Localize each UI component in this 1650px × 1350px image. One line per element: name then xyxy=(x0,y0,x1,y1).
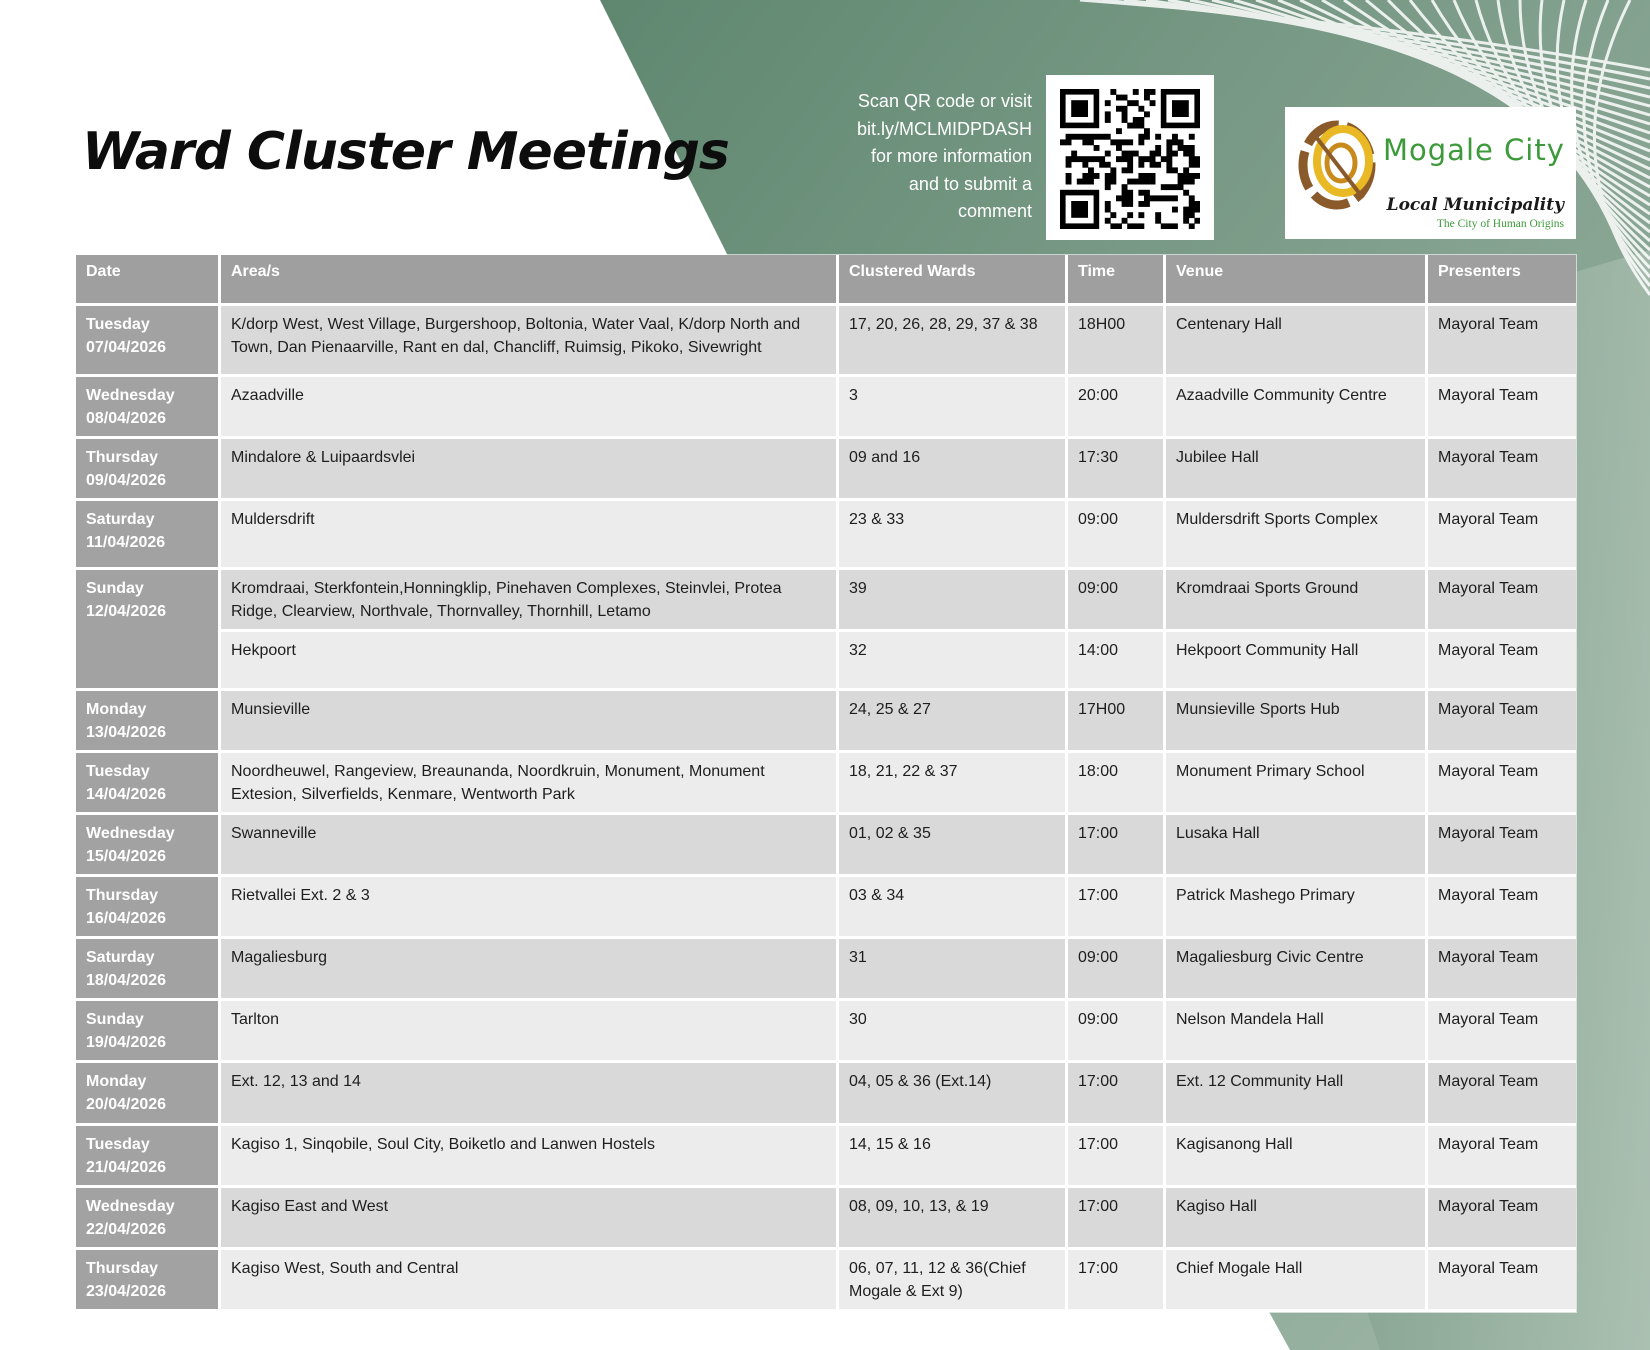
cell-venue: Monument Primary School xyxy=(1166,753,1428,815)
table-row xyxy=(76,1001,1576,1063)
meeting-date: 21/04/2026 xyxy=(86,1159,167,1176)
cell-wards: 31 xyxy=(839,939,1068,1001)
cell-areas: Hekpoort xyxy=(221,632,839,691)
cell-venue: Nelson Mandela Hall xyxy=(1166,1001,1428,1063)
cell-wards: 30 xyxy=(839,1001,1068,1063)
qr-code-icon xyxy=(1060,89,1200,229)
cell-wards: 01, 02 & 35 xyxy=(839,815,1068,877)
cell-date xyxy=(76,691,221,753)
emblem-icon xyxy=(1293,113,1385,213)
table-row xyxy=(76,1250,1576,1312)
meeting-date: 13/04/2026 xyxy=(86,724,167,741)
cell-areas: Mindalore & Luipaardsvlei xyxy=(221,439,839,501)
cell-presenters: Mayoral Team xyxy=(1428,1001,1576,1063)
cell-time: 17:00 xyxy=(1068,1188,1166,1250)
cell-areas: Kagiso 1, Sinqobile, Soul City, Boiketlo and Lanwen Hostels xyxy=(221,1126,839,1188)
weekday: Tuesday xyxy=(86,763,150,780)
header-presenters: Presenters xyxy=(1428,255,1576,306)
header-date: Date xyxy=(76,255,221,306)
cell-presenters: Mayoral Team xyxy=(1428,439,1576,501)
cell-wards: 06, 07, 11, 12 & 36(Chief Mogale & Ext 9) xyxy=(839,1250,1068,1312)
table-row xyxy=(76,1063,1576,1126)
table-row xyxy=(76,501,1576,570)
cell-presenters: Mayoral Team xyxy=(1428,306,1576,377)
cell-wards: 04, 05 & 36 (Ext.14) xyxy=(839,1063,1068,1126)
weekday: Saturday xyxy=(86,949,155,966)
meeting-date: 07/04/2026 xyxy=(86,339,167,356)
cell-time: 09:00 xyxy=(1068,501,1166,570)
weekday: Thursday xyxy=(86,449,159,466)
cell-date xyxy=(76,1250,221,1312)
logo-subtitle: Local Municipality xyxy=(1386,195,1564,215)
cell-date xyxy=(76,1188,221,1250)
cell-presenters: Mayoral Team xyxy=(1428,1126,1576,1188)
cell-presenters: Mayoral Team xyxy=(1428,570,1576,632)
meeting-date: 20/04/2026 xyxy=(86,1096,167,1113)
cell-presenters: Mayoral Team xyxy=(1428,691,1576,753)
cell-areas: Muldersdrift xyxy=(221,501,839,570)
table-row xyxy=(76,1126,1576,1188)
logo-tagline: The City of Human Origins xyxy=(1436,218,1564,230)
cell-date xyxy=(76,1001,221,1063)
weekday: Monday xyxy=(86,701,147,718)
table-row xyxy=(76,632,1576,691)
cell-venue: Kagisanong Hall xyxy=(1166,1126,1428,1188)
qr-line: and to submit a xyxy=(908,173,1032,194)
weekday: Sunday xyxy=(86,1011,144,1028)
cell-venue: Ext. 12 Community Hall xyxy=(1166,1063,1428,1126)
cell-venue: Centenary Hall xyxy=(1166,306,1428,377)
cell-wards: 24, 25 & 27 xyxy=(839,691,1068,753)
cell-time: 18H00 xyxy=(1068,306,1166,377)
table-row xyxy=(76,377,1576,439)
table-row xyxy=(76,570,1576,632)
weekday: Thursday xyxy=(86,1260,159,1277)
cell-time: 17:00 xyxy=(1068,815,1166,877)
cell-areas: Magaliesburg xyxy=(221,939,839,1001)
cell-areas: Kromdraai, Sterkfontein,Honningklip, Pinehaven Complexes, Steinvlei, Protea Ridge, Clearview, Northvale, Thornvalley, Thornhill, Letamo xyxy=(221,570,839,632)
weekday: Monday xyxy=(86,1073,147,1090)
cell-wards: 03 & 34 xyxy=(839,877,1068,939)
cell-date xyxy=(76,439,221,501)
cell-venue: Kromdraai Sports Ground xyxy=(1166,570,1428,632)
cell-presenters: Mayoral Team xyxy=(1428,877,1576,939)
qr-line: Scan QR code or visit xyxy=(857,91,1032,111)
table-row xyxy=(76,753,1576,815)
table-row xyxy=(76,306,1576,377)
cell-presenters: Mayoral Team xyxy=(1428,815,1576,877)
municipality-logo xyxy=(1285,107,1576,239)
cell-areas: Swanneville xyxy=(221,815,839,877)
cell-presenters: Mayoral Team xyxy=(1428,501,1576,570)
meeting-date: 15/04/2026 xyxy=(86,848,167,865)
cell-wards: 08, 09, 10, 13, & 19 xyxy=(839,1188,1068,1250)
meetings-table xyxy=(76,255,1576,1312)
header-venue: Venue xyxy=(1166,255,1428,306)
cell-areas: K/dorp West, West Village, Burgershoop, Boltonia, Water Vaal, K/dorp North and Town, Dan Pienaarville, Rant en dal, Chancliff, Ruimsig, Pikoko, Sivewright xyxy=(221,306,839,377)
cell-presenters: Mayoral Team xyxy=(1428,1250,1576,1312)
meeting-date: 11/04/2026 xyxy=(86,534,166,551)
meeting-date: 23/04/2026 xyxy=(86,1283,167,1300)
cell-time: 09:00 xyxy=(1068,570,1166,632)
cell-date xyxy=(76,306,221,377)
weekday: Wednesday xyxy=(86,825,175,842)
meeting-date: 16/04/2026 xyxy=(86,910,167,927)
cell-date xyxy=(76,939,221,1001)
cell-areas: Azaadville xyxy=(221,377,839,439)
cell-wards: 32 xyxy=(839,632,1068,691)
cell-time: 18:00 xyxy=(1068,753,1166,815)
cell-time: 17:00 xyxy=(1068,1250,1166,1312)
table-row xyxy=(76,1188,1576,1250)
cell-presenters: Mayoral Team xyxy=(1428,939,1576,1001)
meeting-date: 22/04/2026 xyxy=(86,1221,167,1238)
cell-venue: Magaliesburg Civic Centre xyxy=(1166,939,1428,1001)
cell-time: 17:00 xyxy=(1068,1063,1166,1126)
cell-venue: Muldersdrift Sports Complex xyxy=(1166,501,1428,570)
cell-presenters: Mayoral Team xyxy=(1428,753,1576,815)
weekday: Thursday xyxy=(86,887,159,904)
cell-date xyxy=(76,377,221,439)
cell-presenters: Mayoral Team xyxy=(1428,377,1576,439)
table-row xyxy=(76,691,1576,753)
table-row xyxy=(76,877,1576,939)
cell-venue: Jubilee Hall xyxy=(1166,439,1428,501)
cell-venue: Lusaka Hall xyxy=(1166,815,1428,877)
weekday: Wednesday xyxy=(86,387,175,404)
qr-link[interactable]: bit.ly/MCLMIDPDASH xyxy=(856,118,1032,139)
cell-areas: Rietvallei Ext. 2 & 3 xyxy=(221,877,839,939)
cell-wards: 3 xyxy=(839,377,1068,439)
logo-name: Mogale City xyxy=(1383,133,1565,167)
cell-venue: Hekpoort Community Hall xyxy=(1166,632,1428,691)
meeting-date: 08/04/2026 xyxy=(86,410,167,427)
table-header-row xyxy=(76,255,1576,306)
weekday: Sunday xyxy=(86,580,144,597)
cell-presenters: Mayoral Team xyxy=(1428,1063,1576,1126)
header-time: Time xyxy=(1068,255,1166,306)
meeting-date: 09/04/2026 xyxy=(86,472,167,489)
cell-time: 17H00 xyxy=(1068,691,1166,753)
cell-date xyxy=(76,570,221,691)
cell-wards: 17, 20, 26, 28, 29, 37 & 38 xyxy=(839,306,1068,377)
cell-wards: 39 xyxy=(839,570,1068,632)
cell-wards: 09 and 16 xyxy=(839,439,1068,501)
cell-date xyxy=(76,1063,221,1126)
weekday: Wednesday xyxy=(86,1198,175,1215)
cell-areas: Noordheuwel, Rangeview, Breaunanda, Noordkruin, Monument, Monument Extesion, Silverfields, Kenmare, Wentworth Park xyxy=(221,753,839,815)
cell-date xyxy=(76,501,221,570)
cell-date xyxy=(76,877,221,939)
page-title: Ward Cluster Meetings xyxy=(82,122,729,182)
table-row xyxy=(76,439,1576,501)
cell-time: 09:00 xyxy=(1068,1001,1166,1063)
meeting-date: 14/04/2026 xyxy=(86,786,167,803)
cell-wards: 18, 21, 22 & 37 xyxy=(839,753,1068,815)
cell-time: 17:00 xyxy=(1068,1126,1166,1188)
cell-venue: Azaadville Community Centre xyxy=(1166,377,1428,439)
cell-wards: 23 & 33 xyxy=(839,501,1068,570)
cell-venue: Munsieville Sports Hub xyxy=(1166,691,1428,753)
meeting-date: 19/04/2026 xyxy=(86,1034,167,1051)
cell-date xyxy=(76,1126,221,1188)
cell-areas: Kagiso West, South and Central xyxy=(221,1250,839,1312)
cell-areas: Munsieville xyxy=(221,691,839,753)
cell-presenters: Mayoral Team xyxy=(1428,1188,1576,1250)
table-row xyxy=(76,939,1576,1001)
qr-code[interactable] xyxy=(1046,75,1214,240)
cell-date xyxy=(76,815,221,877)
meeting-date: 18/04/2026 xyxy=(86,972,167,989)
weekday: Tuesday xyxy=(86,1136,150,1153)
header-areas: Area/s xyxy=(221,255,839,306)
qr-line: comment xyxy=(957,201,1032,221)
cell-time: 20:00 xyxy=(1068,377,1166,439)
cell-time: 09:00 xyxy=(1068,939,1166,1001)
cell-areas: Tarlton xyxy=(221,1001,839,1063)
weekday: Tuesday xyxy=(86,316,150,333)
qr-instructions xyxy=(800,88,1032,226)
qr-line: for more information xyxy=(870,146,1032,166)
cell-areas: Ext. 12, 13 and 14 xyxy=(221,1063,839,1126)
cell-presenters: Mayoral Team xyxy=(1428,632,1576,691)
table-row xyxy=(76,815,1576,877)
cell-venue: Patrick Mashego Primary xyxy=(1166,877,1428,939)
header-wards: Clustered Wards xyxy=(839,255,1068,306)
weekday: Saturday xyxy=(86,511,155,528)
meeting-date: 12/04/2026 xyxy=(86,603,167,620)
cell-time: 17:30 xyxy=(1068,439,1166,501)
cell-venue: Kagiso Hall xyxy=(1166,1188,1428,1250)
cell-wards: 14, 15 & 16 xyxy=(839,1126,1068,1188)
cell-time: 14:00 xyxy=(1068,632,1166,691)
cell-areas: Kagiso East and West xyxy=(221,1188,839,1250)
cell-venue: Chief Mogale Hall xyxy=(1166,1250,1428,1312)
cell-time: 17:00 xyxy=(1068,877,1166,939)
cell-date xyxy=(76,753,221,815)
